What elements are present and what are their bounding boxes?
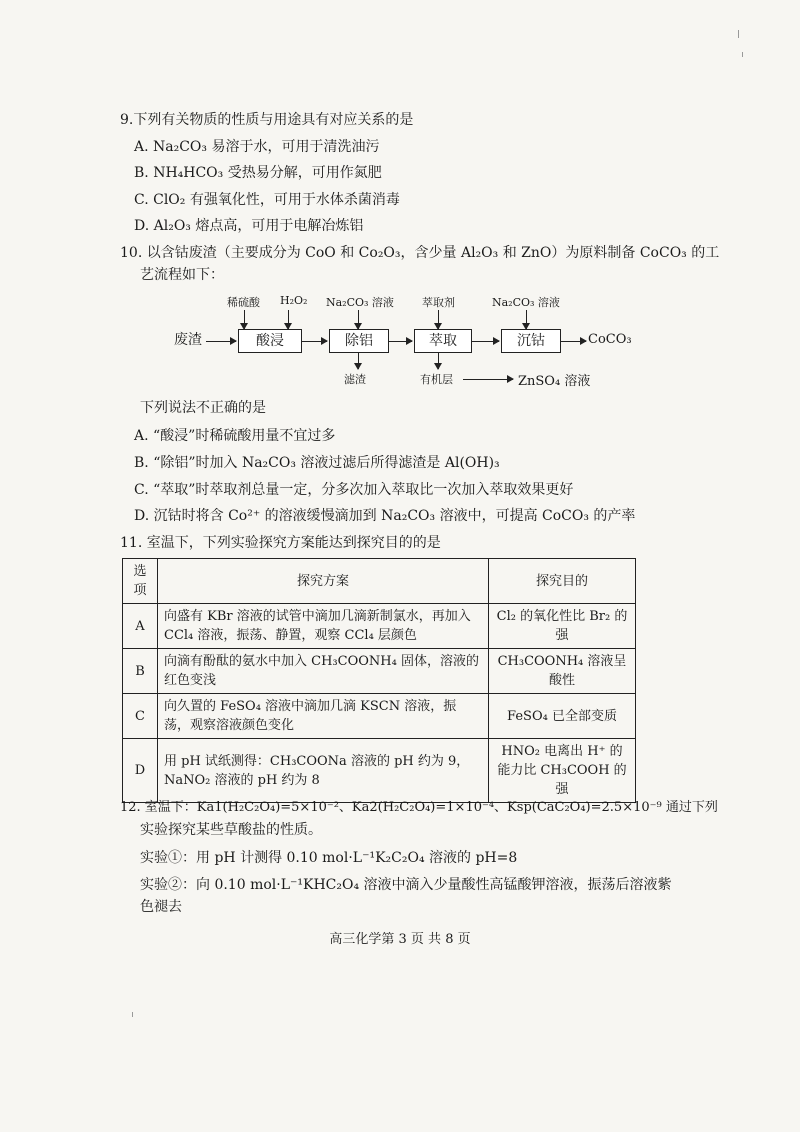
row-plan: 向滴有酚酞的氨水中加入 CH₃COONH₄ 固体，溶液的红色变浅 — [158, 649, 489, 694]
row-option: C — [123, 694, 158, 739]
row-goal: FeSO₄ 已全部变质 — [489, 694, 636, 739]
reagent-na2co3-2: Na₂CO₃ 溶液 — [492, 296, 560, 309]
step-precipitate-co: 沉钴 — [501, 329, 561, 353]
q10-option-d: D. 沉钴时将含 Co²⁺ 的溶液缓慢滴加到 Na₂CO₃ 溶液中，可提高 CoCO₃ 的产率 — [134, 508, 636, 524]
arrow-reagent-2 — [288, 310, 289, 329]
row-plan: 向盛有 KBr 溶液的试管中滴加几滴新制氯水，再加入 CCl₄ 溶液，振荡、静置，观察 CCl₄ 层颜色 — [158, 604, 489, 649]
q11-stem: 11. 室温下，下列实验探究方案能达到探究目的的是 — [120, 535, 441, 551]
table-row — [123, 739, 636, 803]
q10-option-a: A. “酸浸”时稀硫酸用量不宜过多 — [134, 428, 336, 444]
arrow-reagent-5 — [526, 310, 527, 329]
q9-option-d: D. Al₂O₃ 熔点高，可用于电解冶炼铝 — [134, 218, 364, 234]
step-acid-leach: 酸浸 — [238, 329, 302, 353]
row-option: D — [123, 739, 158, 803]
scan-speck — [738, 30, 739, 38]
row-option: B — [123, 649, 158, 694]
table-header-row — [123, 559, 636, 604]
q10-stem-line1: 10. 以含钴废渣（主要成分为 CoO 和 Co₂O₃，含少量 Al₂O₃ 和 ZnO）为原料制备 CoCO₃ 的工 — [120, 245, 720, 261]
q12-stem-line1: 12. 室温下：Ka1(H₂C₂O₄)=5×10⁻²、Ka2(H₂C₂O₄)=1×10⁻⁴、Ksp(CaC₂O₄)=2.5×10⁻⁹ 通过下列 — [120, 800, 718, 815]
reagent-na2co3-1: Na₂CO₃ 溶液 — [326, 296, 394, 309]
arrow-filter-residue — [358, 353, 359, 369]
experiment-table — [122, 558, 636, 803]
q12-experiment-2-line1: 实验②：向 0.10 mol·L⁻¹KHC₂O₄ 溶液中滴入少量酸性高锰酸钾溶液，振荡后溶液紫 — [140, 877, 672, 893]
arrow-organic-to-znso4 — [463, 379, 513, 380]
row-plan: 向久置的 FeSO₄ 溶液中滴加几滴 KSCN 溶液，振荡，观察溶液颜色变化 — [158, 694, 489, 739]
row-goal: Cl₂ 的氧化性比 Br₂ 的强 — [489, 604, 636, 649]
flow-input: 废渣 — [174, 332, 202, 348]
step-remove-al: 除铝 — [329, 329, 389, 353]
q10-option-c: C. “萃取”时萃取剂总量一定，分多次加入萃取比一次加入萃取效果更好 — [134, 482, 574, 498]
flow-product: CoCO₃ — [588, 332, 632, 347]
q10-prompt: 下列说法不正确的是 — [140, 400, 266, 416]
arrow-input — [206, 341, 236, 342]
table-row — [123, 649, 636, 694]
q10-stem-line2: 艺流程如下： — [140, 267, 224, 283]
q9-stem: 9.下列有关物质的性质与用途具有对应关系的是 — [120, 112, 414, 128]
reagent-h2o2: H₂O₂ — [280, 294, 308, 307]
scan-speck — [132, 1012, 133, 1017]
page-footer: 高三化学第 3 页 共 8 页 — [329, 932, 471, 947]
reagent-dilute-h2so4: 稀硫酸 — [227, 296, 260, 309]
row-option: A — [123, 604, 158, 649]
arrow-reagent-1 — [244, 310, 245, 329]
q12-experiment-1: 实验①：用 pH 计测得 0.10 mol·L⁻¹K₂C₂O₄ 溶液的 pH=8 — [140, 850, 518, 866]
table-row — [123, 694, 636, 739]
row-plan: 用 pH 试纸测得：CH₃COONa 溶液的 pH 约为 9，NaNO₂ 溶液的 pH 约为 8 — [158, 739, 489, 803]
step-extraction: 萃取 — [414, 329, 472, 353]
byproduct-znso4: ZnSO₄ 溶液 — [518, 374, 591, 389]
header-option: 选项 — [123, 559, 158, 604]
q9-option-c: C. ClO₂ 有强氧化性，可用于水体杀菌消毒 — [134, 192, 400, 208]
row-goal: HNO₂ 电离出 H⁺ 的能力比 CH₃COOH 的强 — [489, 739, 636, 803]
arrow-organic-layer — [438, 353, 439, 369]
q9-option-a: A. Na₂CO₃ 易溶于水，可用于清洗油污 — [134, 139, 380, 155]
table-row — [123, 604, 636, 649]
header-goal: 探究目的 — [489, 559, 636, 604]
reagent-extractant: 萃取剂 — [422, 296, 455, 309]
arrow-reagent-3 — [358, 310, 359, 329]
arrow-4 — [560, 341, 586, 342]
q9-option-b: B. NH₄HCO₃ 受热易分解，可用作氮肥 — [134, 165, 382, 181]
scan-speck — [742, 52, 743, 57]
row-goal: CH₃COONH₄ 溶液呈酸性 — [489, 649, 636, 694]
byproduct-filter-residue: 滤渣 — [344, 373, 366, 386]
q10-option-b: B. “除铝”时加入 Na₂CO₃ 溶液过滤后所得滤渣是 Al(OH)₃ — [134, 455, 500, 471]
byproduct-organic-layer: 有机层 — [420, 373, 453, 386]
arrow-2 — [388, 341, 412, 342]
arrow-3 — [471, 341, 499, 342]
arrow-reagent-4 — [438, 310, 439, 329]
header-plan: 探究方案 — [158, 559, 489, 604]
arrow-1 — [301, 341, 327, 342]
q12-experiment-2-line2: 色褪去 — [140, 899, 182, 915]
q12-stem-line2: 实验探究某些草酸盐的性质。 — [140, 822, 322, 838]
